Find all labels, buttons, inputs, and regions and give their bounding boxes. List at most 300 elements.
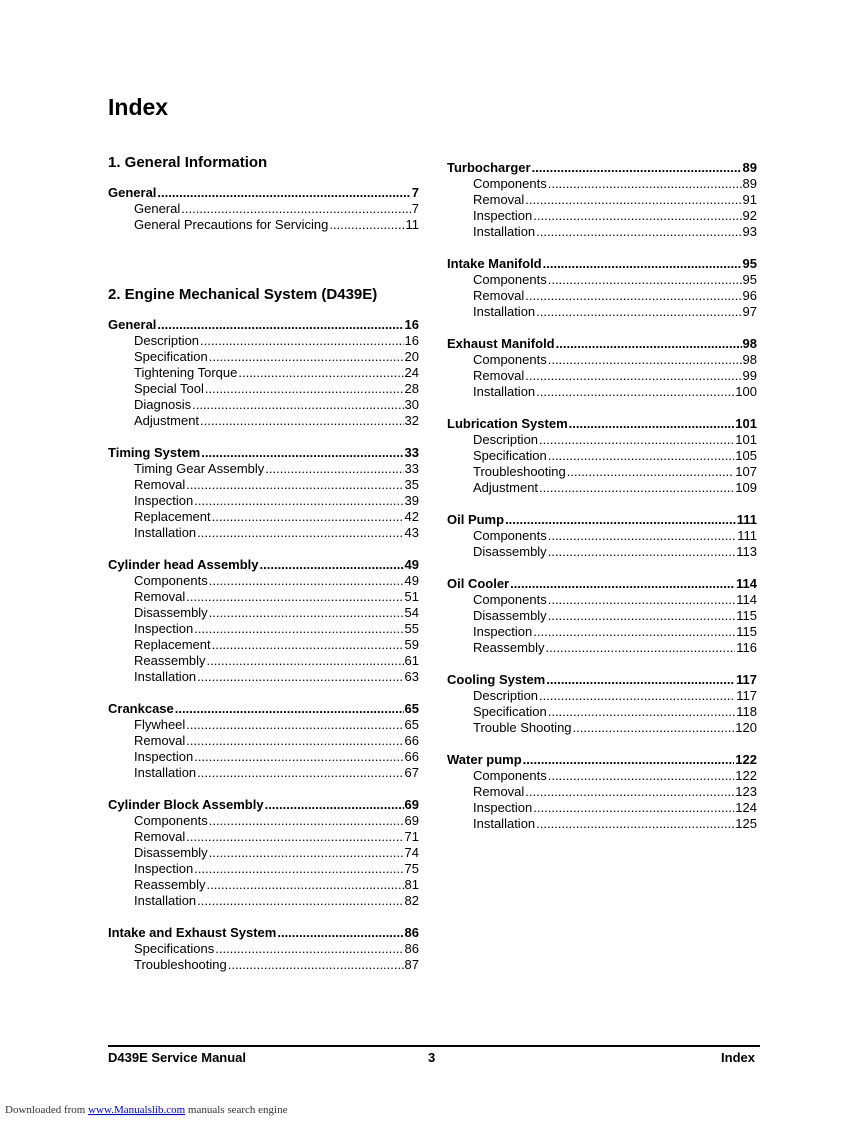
dot-leader bbox=[548, 608, 736, 624]
index-subsection-entry[interactable] bbox=[108, 717, 419, 733]
index-section-entry[interactable] bbox=[108, 557, 419, 573]
page-number: 54 bbox=[404, 605, 419, 620]
page-number: 75 bbox=[404, 861, 419, 876]
dot-leader bbox=[548, 544, 736, 560]
page-number: 28 bbox=[404, 381, 419, 396]
dot-leader bbox=[157, 317, 403, 333]
dot-leader bbox=[548, 176, 742, 192]
page-number: 67 bbox=[404, 765, 419, 780]
chapter-title: 2. Engine Mechanical System (D439E) bbox=[108, 286, 378, 303]
dot-leader bbox=[525, 784, 734, 800]
entry-label: Troubleshooting bbox=[134, 957, 227, 972]
page-number: 93 bbox=[742, 224, 757, 239]
page-number: 89 bbox=[742, 160, 757, 175]
dot-leader bbox=[228, 957, 404, 973]
page-number: 82 bbox=[404, 893, 419, 908]
page-number: 117 bbox=[736, 688, 757, 703]
dot-leader bbox=[523, 752, 735, 768]
entry-label: Description bbox=[473, 688, 539, 703]
index-subsection-entry[interactable] bbox=[108, 461, 419, 477]
dot-leader bbox=[505, 512, 736, 528]
index-subsection-entry[interactable] bbox=[447, 624, 757, 640]
entry-label: Disassembly bbox=[134, 845, 208, 860]
dot-leader bbox=[207, 653, 404, 669]
dot-leader bbox=[238, 365, 403, 381]
index-group bbox=[447, 672, 757, 736]
entry-label: General bbox=[134, 201, 181, 216]
index-section-entry[interactable] bbox=[447, 672, 757, 688]
index-subsection-entry[interactable] bbox=[447, 688, 757, 704]
index-subsection-entry[interactable] bbox=[447, 768, 757, 784]
dot-leader bbox=[186, 589, 403, 605]
dot-leader bbox=[207, 877, 404, 893]
page-number: 122 bbox=[735, 752, 757, 767]
entry-label: Intake and Exhaust System bbox=[108, 925, 277, 940]
dot-leader bbox=[525, 192, 741, 208]
entry-label: Components bbox=[134, 813, 208, 828]
page-number: 35 bbox=[404, 477, 419, 492]
dot-leader bbox=[197, 765, 403, 781]
index-subsection-entry[interactable] bbox=[108, 381, 419, 397]
index-subsection-entry[interactable] bbox=[108, 605, 419, 621]
entry-label: Installation bbox=[473, 224, 536, 239]
entry-label: Flywheel bbox=[134, 717, 186, 732]
entry-label: General bbox=[108, 317, 157, 332]
page-number: 87 bbox=[404, 957, 419, 972]
index-subsection-entry[interactable] bbox=[108, 621, 419, 637]
index-subsection-entry[interactable] bbox=[447, 640, 757, 656]
index-subsection-entry[interactable] bbox=[447, 480, 757, 496]
entry-label: Disassembly bbox=[473, 608, 547, 623]
entry-label: Inspection bbox=[134, 749, 194, 764]
index-section-entry[interactable] bbox=[108, 701, 419, 717]
page-number: 124 bbox=[735, 800, 757, 815]
dot-leader bbox=[533, 208, 741, 224]
page-number: 96 bbox=[742, 288, 757, 303]
page-number: 74 bbox=[404, 845, 419, 860]
page-number: 20 bbox=[404, 349, 419, 364]
entry-label: Inspection bbox=[134, 861, 194, 876]
page-number: 122 bbox=[735, 768, 757, 783]
index-group bbox=[108, 557, 419, 685]
page-number: 91 bbox=[742, 192, 757, 207]
page-number: 116 bbox=[736, 640, 757, 655]
entry-label: Components bbox=[473, 176, 547, 191]
dot-leader bbox=[209, 349, 404, 365]
index-subsection-entry[interactable] bbox=[108, 765, 419, 781]
page-number: 86 bbox=[404, 941, 419, 956]
dot-leader bbox=[186, 829, 403, 845]
index-subsection-entry[interactable] bbox=[447, 608, 757, 624]
entry-label: Reassembly bbox=[473, 640, 545, 655]
dot-leader bbox=[539, 432, 734, 448]
download-note bbox=[5, 1104, 287, 1116]
page-number: 113 bbox=[736, 544, 757, 559]
page-number: 81 bbox=[404, 877, 419, 892]
page-number: 59 bbox=[404, 637, 419, 652]
entry-label: Installation bbox=[134, 765, 197, 780]
entry-label: Removal bbox=[473, 368, 525, 383]
dot-leader bbox=[186, 733, 403, 749]
page-number: 98 bbox=[742, 352, 757, 367]
dot-leader bbox=[548, 592, 736, 608]
dot-leader bbox=[548, 704, 736, 720]
entry-label: Components bbox=[473, 768, 547, 783]
index-subsection-entry[interactable] bbox=[447, 224, 757, 240]
dot-leader bbox=[209, 605, 404, 621]
page-number: 107 bbox=[735, 464, 757, 479]
page-number: 65 bbox=[404, 717, 419, 732]
dot-leader bbox=[329, 217, 404, 233]
index-subsection-entry[interactable] bbox=[108, 877, 419, 893]
page-number: 114 bbox=[736, 576, 757, 591]
page-number: 123 bbox=[735, 784, 757, 799]
dot-leader bbox=[532, 160, 742, 176]
page-number: 66 bbox=[404, 733, 419, 748]
index-subsection-entry[interactable] bbox=[108, 525, 419, 541]
footer-page-number: 3 bbox=[428, 1050, 436, 1065]
index-subsection-entry[interactable] bbox=[447, 192, 757, 208]
index-subsection-entry[interactable] bbox=[108, 733, 419, 749]
dot-leader bbox=[186, 717, 403, 733]
page-number: 42 bbox=[404, 509, 419, 524]
dot-leader bbox=[194, 493, 403, 509]
dot-leader bbox=[260, 557, 404, 573]
entry-label: Turbocharger bbox=[447, 160, 531, 175]
entry-label: Components bbox=[473, 272, 547, 287]
entry-label: Timing System bbox=[108, 445, 201, 460]
dot-leader bbox=[265, 797, 404, 813]
page-number: 95 bbox=[742, 256, 757, 271]
page-number: 49 bbox=[404, 557, 419, 572]
index-subsection-entry[interactable] bbox=[447, 384, 757, 400]
index-subsection-entry[interactable] bbox=[108, 749, 419, 765]
dot-leader bbox=[567, 464, 735, 480]
dot-leader bbox=[181, 201, 411, 217]
entry-label: Inspection bbox=[134, 493, 194, 508]
page-number: 69 bbox=[404, 797, 419, 812]
index-section-entry[interactable] bbox=[447, 512, 757, 528]
index-subsection-entry[interactable] bbox=[447, 704, 757, 720]
index-subsection-entry[interactable] bbox=[108, 573, 419, 589]
index-section-entry[interactable] bbox=[447, 160, 757, 176]
entry-label: Reassembly bbox=[134, 877, 206, 892]
page-number: 89 bbox=[742, 176, 757, 191]
index-subsection-entry[interactable] bbox=[108, 365, 419, 381]
entry-label: Disassembly bbox=[134, 605, 208, 620]
dot-leader bbox=[212, 637, 404, 653]
entry-label: Removal bbox=[134, 477, 186, 492]
entry-label: Removal bbox=[134, 589, 186, 604]
index-right-column bbox=[447, 160, 757, 848]
index-group bbox=[447, 256, 757, 320]
dot-leader bbox=[548, 272, 742, 288]
index-subsection-entry[interactable] bbox=[108, 201, 419, 217]
dot-leader bbox=[533, 624, 735, 640]
index-section-entry[interactable] bbox=[108, 797, 419, 813]
dot-leader bbox=[209, 845, 404, 861]
entry-label: General bbox=[108, 185, 157, 200]
index-subsection-entry[interactable] bbox=[447, 592, 757, 608]
entry-label: General Precautions for Servicing bbox=[134, 217, 329, 232]
page-number: 16 bbox=[404, 333, 419, 348]
page-number: 33 bbox=[404, 445, 419, 460]
dot-leader bbox=[536, 384, 734, 400]
entry-label: Description bbox=[473, 432, 539, 447]
page-number: 86 bbox=[404, 925, 419, 940]
entry-label: Removal bbox=[473, 784, 525, 799]
entry-label: Cooling System bbox=[447, 672, 546, 687]
page-number: 120 bbox=[735, 720, 757, 735]
entry-label: Installation bbox=[134, 525, 197, 540]
index-section-entry[interactable] bbox=[108, 185, 419, 201]
index-subsection-entry[interactable] bbox=[447, 800, 757, 816]
index-section-entry[interactable] bbox=[108, 925, 419, 941]
index-subsection-entry[interactable] bbox=[108, 829, 419, 845]
page-number: 63 bbox=[404, 669, 419, 684]
index-subsection-entry[interactable] bbox=[108, 637, 419, 653]
page-title: Index bbox=[108, 94, 169, 120]
dot-leader bbox=[533, 800, 734, 816]
chapter-1-groups bbox=[108, 185, 419, 233]
page-number: 109 bbox=[735, 480, 757, 495]
page-number: 33 bbox=[404, 461, 419, 476]
page-number: 16 bbox=[404, 317, 419, 332]
index-left-column bbox=[108, 153, 419, 989]
dot-leader bbox=[197, 893, 403, 909]
page-number: 114 bbox=[736, 592, 757, 607]
index-group bbox=[447, 160, 757, 240]
entry-label: Oil Pump bbox=[447, 512, 505, 527]
page-number: 69 bbox=[404, 813, 419, 828]
dot-leader bbox=[536, 224, 741, 240]
index-subsection-entry[interactable] bbox=[447, 368, 757, 384]
dot-leader bbox=[186, 477, 403, 493]
entry-label: Removal bbox=[473, 192, 525, 207]
index-subsection-entry[interactable] bbox=[108, 669, 419, 685]
dot-leader bbox=[525, 368, 741, 384]
index-subsection-entry[interactable] bbox=[108, 957, 419, 973]
dot-leader bbox=[200, 413, 403, 429]
dot-leader bbox=[197, 669, 403, 685]
chapter-title: 1. General Information bbox=[108, 154, 268, 171]
index-subsection-entry[interactable] bbox=[108, 813, 419, 829]
entry-label: Intake Manifold bbox=[447, 256, 542, 271]
page-number: 51 bbox=[404, 589, 419, 604]
entry-label: Adjustment bbox=[473, 480, 539, 495]
entry-label: Specifications bbox=[134, 941, 215, 956]
index-subsection-entry[interactable] bbox=[447, 528, 757, 544]
index-subsection-entry[interactable] bbox=[108, 477, 419, 493]
footer-section-name: Index bbox=[721, 1050, 755, 1065]
dot-leader bbox=[525, 288, 741, 304]
index-section-entry[interactable] bbox=[447, 256, 757, 272]
index-subsection-entry[interactable] bbox=[447, 304, 757, 320]
index-group bbox=[108, 797, 419, 909]
page-number: 117 bbox=[736, 672, 757, 687]
chapter-2-groups bbox=[108, 317, 419, 973]
entry-label: Inspection bbox=[473, 624, 533, 639]
entry-label: Cylinder head Assembly bbox=[108, 557, 259, 572]
index-subsection-entry[interactable] bbox=[447, 288, 757, 304]
dot-leader bbox=[543, 256, 742, 272]
entry-label: Removal bbox=[473, 288, 525, 303]
index-subsection-entry[interactable] bbox=[108, 845, 419, 861]
page-number: 92 bbox=[742, 208, 757, 223]
index-subsection-entry[interactable] bbox=[447, 448, 757, 464]
entry-label: Components bbox=[134, 573, 208, 588]
dot-leader bbox=[546, 640, 736, 656]
entry-label: Reassembly bbox=[134, 653, 206, 668]
index-subsection-entry[interactable] bbox=[108, 893, 419, 909]
page-number: 98 bbox=[742, 336, 757, 351]
entry-label: Removal bbox=[134, 733, 186, 748]
page-number: 100 bbox=[735, 384, 757, 399]
page-number: 71 bbox=[404, 829, 419, 844]
entry-label: Specification bbox=[473, 704, 547, 719]
page-number: 66 bbox=[404, 749, 419, 764]
entry-label: Description bbox=[134, 333, 200, 348]
dot-leader bbox=[546, 672, 735, 688]
page-number: 55 bbox=[404, 621, 419, 636]
page-number: 65 bbox=[404, 701, 419, 716]
manualslib-link[interactable]: www.Manualslib.com bbox=[88, 1104, 186, 1116]
dot-leader bbox=[539, 480, 734, 496]
dot-leader bbox=[265, 461, 403, 477]
index-subsection-entry[interactable] bbox=[108, 493, 419, 509]
entry-label: Components bbox=[473, 352, 547, 367]
entry-label: Installation bbox=[134, 669, 197, 684]
index-section-entry[interactable] bbox=[447, 752, 757, 768]
index-subsection-entry[interactable] bbox=[108, 217, 419, 233]
entry-label: Specification bbox=[134, 349, 208, 364]
index-section-entry[interactable] bbox=[108, 317, 419, 333]
entry-label: Special Tool bbox=[134, 381, 204, 396]
page-number: 118 bbox=[736, 704, 757, 719]
index-subsection-entry[interactable] bbox=[447, 272, 757, 288]
entry-label: Diagnosis bbox=[134, 397, 192, 412]
index-group bbox=[447, 576, 757, 656]
page-number: 99 bbox=[742, 368, 757, 383]
index-section-entry[interactable] bbox=[108, 445, 419, 461]
dot-leader bbox=[205, 381, 404, 397]
index-group bbox=[447, 512, 757, 560]
dot-leader bbox=[175, 701, 404, 717]
page-number: 43 bbox=[404, 525, 419, 540]
entry-label: Removal bbox=[134, 829, 186, 844]
index-subsection-entry[interactable] bbox=[447, 720, 757, 736]
index-subsection-entry[interactable] bbox=[447, 176, 757, 192]
entry-label: Components bbox=[473, 592, 547, 607]
entry-label: Oil Cooler bbox=[447, 576, 510, 591]
entry-label: Cylinder Block Assembly bbox=[108, 797, 264, 812]
footer-manual-title: D439E Service Manual bbox=[108, 1050, 247, 1065]
entry-label: Lubrication System bbox=[447, 416, 568, 431]
index-section-entry[interactable] bbox=[447, 576, 757, 592]
dot-leader bbox=[536, 304, 741, 320]
index-subsection-entry[interactable] bbox=[108, 397, 419, 413]
dot-leader bbox=[548, 768, 735, 784]
index-subsection-entry[interactable] bbox=[108, 413, 419, 429]
dot-leader bbox=[573, 720, 735, 736]
page-number: 125 bbox=[735, 816, 757, 831]
entry-label: Installation bbox=[473, 384, 536, 399]
entry-label: Disassembly bbox=[473, 544, 547, 559]
index-subsection-entry[interactable] bbox=[447, 208, 757, 224]
dot-leader bbox=[192, 397, 403, 413]
entry-label: Adjustment bbox=[134, 413, 200, 428]
dot-leader bbox=[209, 813, 404, 829]
entry-label: Replacement bbox=[134, 509, 211, 524]
index-subsection-entry[interactable] bbox=[447, 544, 757, 560]
entry-label: Replacement bbox=[134, 637, 211, 652]
right-column-groups bbox=[447, 160, 757, 832]
dot-leader bbox=[548, 448, 735, 464]
entry-label: Crankcase bbox=[108, 701, 174, 716]
dot-leader bbox=[548, 352, 742, 368]
dot-leader bbox=[194, 861, 403, 877]
dot-leader bbox=[200, 333, 404, 349]
index-subsection-entry[interactable] bbox=[108, 653, 419, 669]
index-subsection-entry[interactable] bbox=[447, 352, 757, 368]
index-subsection-entry[interactable] bbox=[447, 784, 757, 800]
index-subsection-entry[interactable] bbox=[108, 333, 419, 349]
entry-label: Inspection bbox=[473, 208, 533, 223]
page-number: 115 bbox=[736, 624, 757, 639]
page-number: 24 bbox=[404, 365, 419, 380]
entry-label: Exhaust Manifold bbox=[447, 336, 555, 351]
entry-label: Troubleshooting bbox=[473, 464, 566, 479]
download-note-prefix: Downloaded from bbox=[5, 1104, 86, 1116]
entry-label: Specification bbox=[473, 448, 547, 463]
dot-leader bbox=[194, 749, 403, 765]
entry-label: Timing Gear Assembly bbox=[134, 461, 265, 476]
index-section-entry[interactable] bbox=[447, 336, 757, 352]
dot-leader bbox=[539, 688, 735, 704]
index-subsection-entry[interactable] bbox=[108, 349, 419, 365]
entry-label: Tightening Torque bbox=[134, 365, 238, 380]
index-section-entry[interactable] bbox=[447, 416, 757, 432]
entry-label: Installation bbox=[473, 816, 536, 831]
dot-leader bbox=[556, 336, 742, 352]
footer-divider bbox=[108, 1045, 760, 1047]
entry-label: Installation bbox=[473, 304, 536, 319]
index-subsection-entry[interactable] bbox=[447, 816, 757, 832]
index-subsection-entry[interactable] bbox=[447, 432, 757, 448]
index-subsection-entry[interactable] bbox=[108, 861, 419, 877]
entry-label: Water pump bbox=[447, 752, 522, 767]
index-subsection-entry[interactable] bbox=[108, 941, 419, 957]
dot-leader bbox=[197, 525, 403, 541]
page-number: 101 bbox=[735, 432, 757, 447]
download-note-suffix: manuals search engine bbox=[187, 1104, 288, 1116]
page-number: 111 bbox=[737, 528, 757, 543]
dot-leader bbox=[212, 509, 404, 525]
page-number: 30 bbox=[404, 397, 419, 412]
dot-leader bbox=[569, 416, 735, 432]
dot-leader bbox=[157, 185, 410, 201]
index-subsection-entry[interactable] bbox=[108, 589, 419, 605]
index-group bbox=[108, 317, 419, 429]
index-subsection-entry[interactable] bbox=[447, 464, 757, 480]
index-group bbox=[108, 185, 419, 233]
index-subsection-entry[interactable] bbox=[108, 509, 419, 525]
dot-leader bbox=[209, 573, 404, 589]
dot-leader bbox=[194, 621, 403, 637]
entry-label: Components bbox=[473, 528, 547, 543]
dot-leader bbox=[277, 925, 403, 941]
entry-label: Installation bbox=[134, 893, 197, 908]
